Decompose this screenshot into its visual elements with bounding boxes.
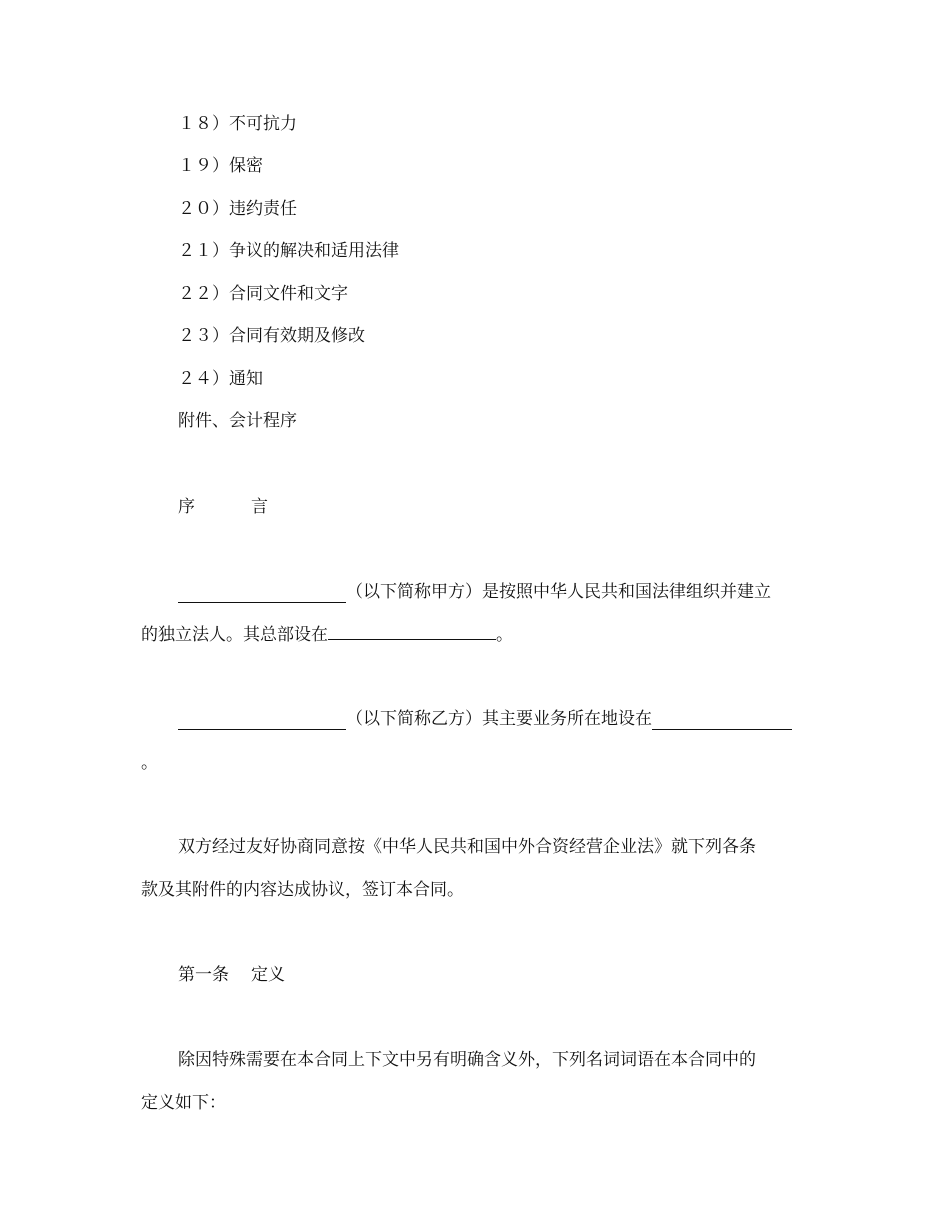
toc-item bbox=[178, 325, 365, 347]
toc-item-number: ２３） bbox=[178, 326, 229, 346]
toc-item-number: ２１） bbox=[178, 241, 229, 261]
party-b-line-1 bbox=[178, 708, 812, 730]
party-a-line-1 bbox=[178, 581, 812, 603]
toc-item-label: 合同文件和文字 bbox=[229, 284, 348, 304]
preface-heading-right: 言 bbox=[251, 497, 268, 517]
toc-item bbox=[178, 368, 263, 390]
article-1-para-line-1: 除因特殊需要在本合同上下文中另有明确含义外，下列名词词语在本合同中的 bbox=[178, 1050, 756, 1070]
preface-heading-left: 序 bbox=[178, 497, 195, 517]
toc-item-number: １８） bbox=[178, 114, 229, 134]
party-a-name-blank bbox=[178, 586, 346, 603]
party-b-location-blank bbox=[652, 713, 792, 730]
toc-item-label: 通知 bbox=[229, 369, 263, 389]
toc-item-number: ２２） bbox=[178, 284, 229, 304]
toc-appendix: 附件、会计程序 bbox=[178, 411, 297, 431]
party-b-name-blank bbox=[178, 713, 346, 730]
article-1-para-line-2: 定义如下： bbox=[141, 1093, 226, 1113]
article-1-number: 第一条 bbox=[178, 965, 229, 985]
toc-item-number: ２４） bbox=[178, 369, 229, 389]
toc-item-label: 保密 bbox=[229, 156, 263, 176]
toc-item-label: 合同有效期及修改 bbox=[229, 326, 365, 346]
party-a-line-2-suffix: 。 bbox=[496, 625, 513, 645]
party-b-line-1-text: （以下简称乙方）其主要业务所在地设在 bbox=[346, 709, 652, 729]
toc-item-label: 违约责任 bbox=[229, 199, 297, 219]
toc-item-label: 争议的解决和适用法律 bbox=[229, 241, 399, 261]
party-a-line-2 bbox=[141, 623, 513, 646]
toc-item bbox=[178, 155, 263, 177]
toc-item-number: １９） bbox=[178, 156, 229, 176]
toc-item bbox=[178, 283, 348, 305]
article-1-heading bbox=[178, 964, 285, 986]
agreement-line-1: 双方经过友好协商同意按《中华人民共和国中外合资经营企业法》就下列各条 bbox=[178, 837, 756, 857]
toc-item bbox=[178, 240, 399, 262]
toc-item-label: 不可抗力 bbox=[229, 114, 297, 134]
toc-item-number: ２０） bbox=[178, 199, 229, 219]
party-b-line-2: 。 bbox=[141, 753, 158, 773]
preface-heading bbox=[178, 496, 268, 518]
toc-item bbox=[178, 113, 297, 135]
toc-item bbox=[178, 198, 297, 220]
party-a-line-1-text: （以下简称甲方）是按照中华人民共和国法律组织并建立 bbox=[346, 582, 771, 602]
agreement-line-2: 款及其附件的内容达成协议，签订本合同。 bbox=[141, 880, 464, 900]
party-a-hq-blank bbox=[328, 623, 496, 640]
article-1-title: 定义 bbox=[251, 965, 285, 985]
party-a-line-2-prefix: 的独立法人。其总部设在 bbox=[141, 625, 328, 645]
